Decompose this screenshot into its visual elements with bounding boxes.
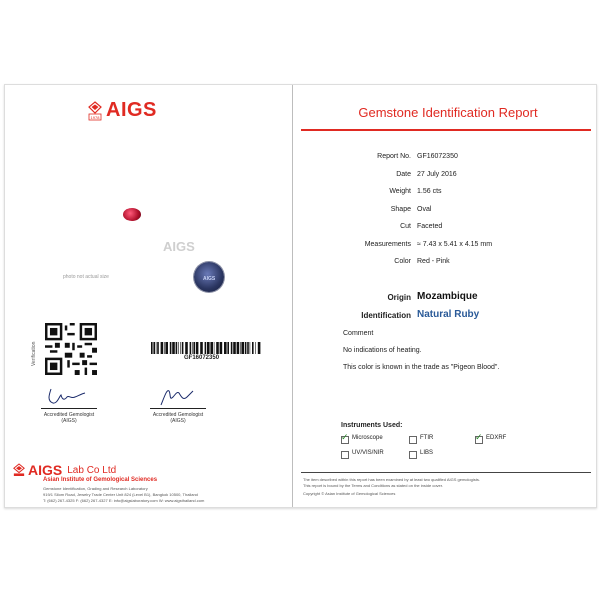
barcode-bar <box>220 342 223 354</box>
field-value: ≈ 7.43 x 5.41 x 4.15 mm <box>417 240 493 248</box>
barcode-bar <box>170 342 172 354</box>
copyright: Copyright © Asian Institute of Gemological Sciences <box>303 491 396 496</box>
barcode-bar <box>151 342 153 354</box>
barcode-bar <box>190 342 192 354</box>
barcode-bar <box>156 342 157 354</box>
footer-line-1: The item described within this report has been examined by at least two qualified AIGS gemologists. <box>303 477 480 482</box>
barcode-bar <box>157 342 159 354</box>
gemstone-photo <box>123 208 141 221</box>
field-label: Cut <box>400 223 411 230</box>
instrument-checkbox[interactable] <box>341 451 349 459</box>
aigs-logo <box>88 99 157 122</box>
barcode <box>151 342 261 354</box>
field-label: Weight <box>389 188 411 195</box>
signature-left <box>45 385 89 407</box>
comment-line-1: No indications of heating. <box>343 347 422 354</box>
barcode-bar <box>245 342 247 354</box>
lab-line-3: T: (662) 267-4325 F: (662) 267-4327 E: info@aigslaboratory.com W: www.aigsthailand.com <box>43 498 205 503</box>
barcode-bar <box>227 342 229 354</box>
lab-line-1: Gemstone Identification, Grading and Research Laboratory <box>43 486 148 491</box>
barcode-bar <box>240 342 241 354</box>
signature-line-left <box>41 408 97 409</box>
barcode-bar <box>172 342 175 354</box>
lab-emblem-icon <box>13 463 25 477</box>
barcode-bar <box>185 342 188 354</box>
instrument-label: Microscope <box>352 435 383 441</box>
barcode-bar <box>176 342 178 354</box>
identification-value: Natural Ruby <box>417 309 480 320</box>
aigs-emblem-icon <box>88 101 102 121</box>
checkmark-icon: ✓ <box>475 432 483 442</box>
instrument-label: UV/VIS/NIR <box>352 450 384 456</box>
barcode-bar <box>210 342 213 354</box>
origin-value: Mozambique <box>417 291 478 302</box>
instruments-title: Instruments Used: <box>341 422 403 429</box>
barcode-bar <box>205 342 207 354</box>
lab-line-2: 919/1 Silom Road, Jewelry Trade Center Unit 824 (Level B1), Bangkok 10500, Thailand <box>43 492 198 497</box>
barcode-bar <box>252 342 254 354</box>
instrument-checkbox[interactable] <box>475 432 483 444</box>
report-title: Gemstone Identification Report <box>358 105 538 120</box>
verification-qr-code[interactable] <box>45 323 97 375</box>
field-label: Color <box>394 258 411 265</box>
checkmark-icon: ✓ <box>341 432 349 442</box>
verification-label: Verification <box>31 341 37 366</box>
barcode-bar <box>180 342 181 354</box>
fold-line <box>292 85 293 507</box>
barcode-bar <box>161 342 164 354</box>
barcode-number: GF16072350 <box>184 355 220 361</box>
title-rule <box>301 129 591 131</box>
signature-line-right <box>150 408 206 409</box>
identification-label: Identification <box>361 311 411 320</box>
barcode-bar <box>207 342 210 354</box>
barcode-bar <box>255 342 256 354</box>
comment-label: Comment <box>343 330 374 337</box>
barcode-bar <box>196 342 199 354</box>
field-value: Oval <box>417 205 432 213</box>
instrument-label: FTIR <box>420 435 434 441</box>
field-label: Measurements <box>364 240 411 248</box>
field-value: 1.56 cts <box>417 188 442 195</box>
hologram-text: AIGS <box>203 276 216 282</box>
instrument-checkbox[interactable] <box>409 451 417 459</box>
report-card <box>4 84 597 508</box>
signature-label-left: Accredited Gemologist (AIGS) <box>43 412 95 424</box>
emblem-year: 1978 <box>90 114 100 120</box>
field-value: GF16072350 <box>417 153 458 160</box>
field-label: Date <box>396 170 411 178</box>
comment-line-2: This color is known in the trade as "Pigeon Blood". <box>343 364 500 371</box>
field-label: Report No. <box>377 153 411 160</box>
instrument-checkbox[interactable] <box>341 432 349 444</box>
footer-line-2: This report is bound by the Terms and Conditions as stated on the inside cover. <box>303 483 444 488</box>
barcode-bar <box>250 342 251 354</box>
barcode-bar <box>214 342 215 354</box>
origin-label: Origin <box>387 293 411 302</box>
logo-text: AIGS <box>106 99 157 121</box>
barcode-bar <box>233 342 236 354</box>
barcode-bar <box>231 342 233 354</box>
signature-label-right: Accredited Gemologist (AIGS) <box>152 412 204 424</box>
barcode-bar <box>182 342 184 354</box>
watermark: AIGS <box>163 239 195 254</box>
field-value: 27 July 2016 <box>417 170 457 178</box>
barcode-bar <box>153 342 155 354</box>
barcode-bar <box>192 342 193 354</box>
barcode-bar <box>241 342 244 354</box>
barcode-bar <box>193 342 195 354</box>
barcode-bar <box>164 342 165 354</box>
lab-name-aigs: AIGS <box>28 462 63 478</box>
barcode-bar <box>247 342 249 354</box>
instrument-label: LIBS <box>420 450 434 456</box>
instrument-checkbox[interactable] <box>409 436 417 444</box>
barcode-bar <box>216 342 219 354</box>
field-value: Faceted <box>417 223 443 230</box>
barcode-bar <box>237 342 240 354</box>
photo-note: photo not actual size <box>63 274 109 280</box>
field-value: Red - Pink <box>417 258 450 265</box>
lab-logo <box>13 462 116 478</box>
signature-right <box>157 385 195 407</box>
field-label: Shape <box>390 205 411 213</box>
barcode-bar <box>224 342 227 354</box>
lab-name-lab: Lab Co Ltd <box>67 464 117 476</box>
barcode-bar <box>258 342 261 354</box>
instrument-label: EDXRF <box>486 435 507 441</box>
barcode-bar <box>165 342 168 354</box>
barcode-bar <box>178 342 179 354</box>
barcode-bar <box>200 342 203 354</box>
footer-rule <box>301 472 591 473</box>
lab-institute: Asian Institute of Gemological Sciences <box>43 477 158 483</box>
